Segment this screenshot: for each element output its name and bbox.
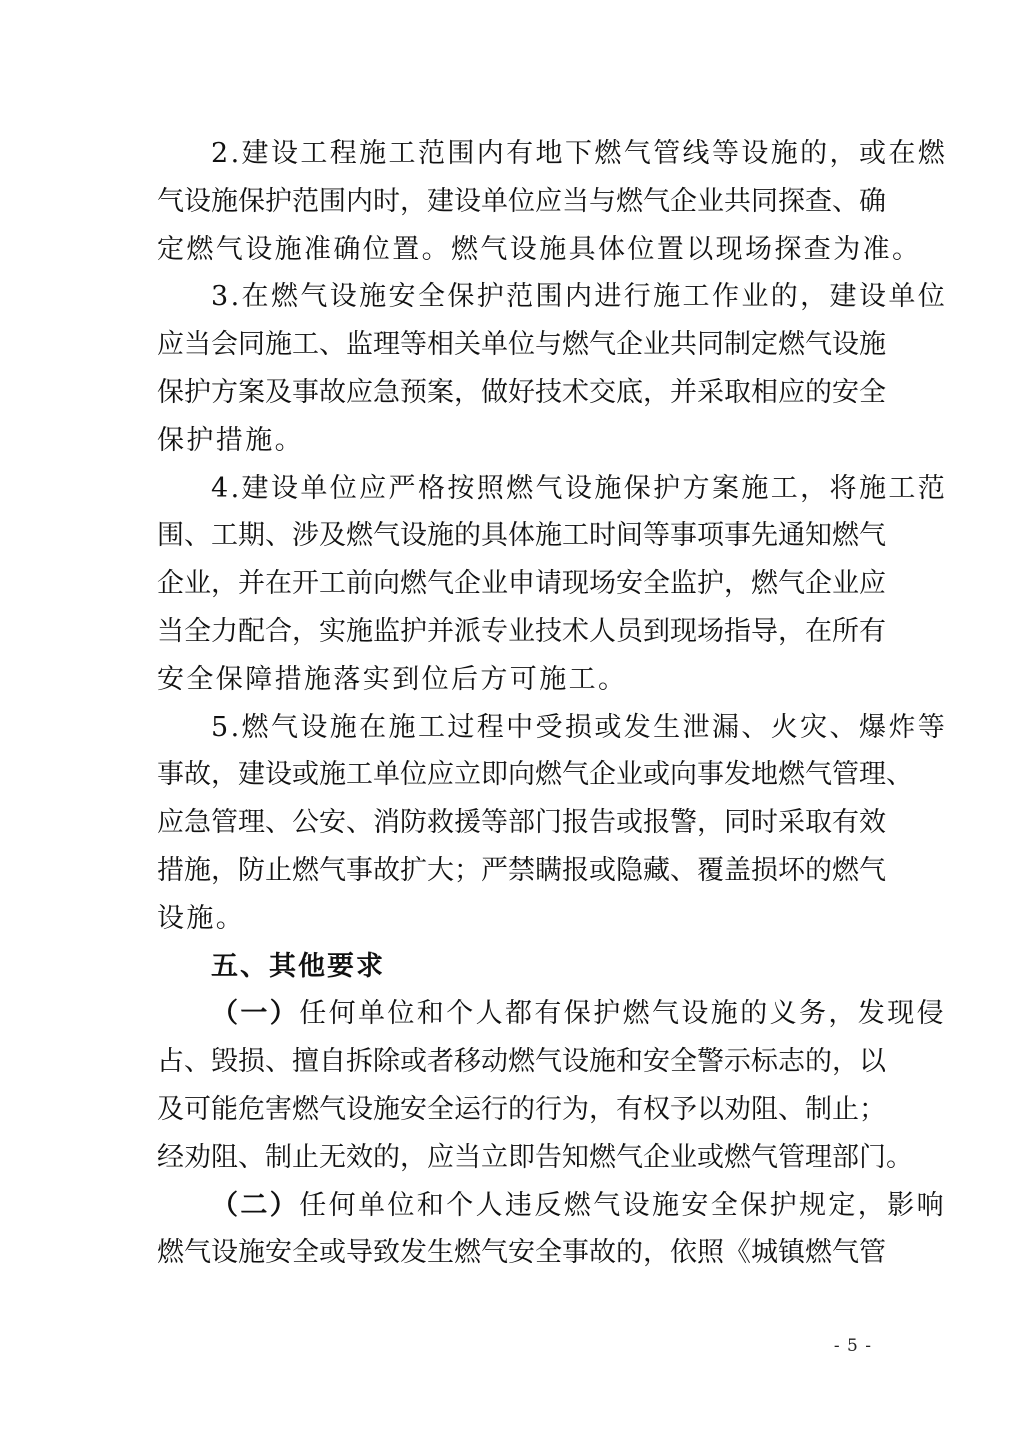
section-heading: 五、其他要求 (211, 950, 385, 982)
paragraph-line: 4.建设单位应严格按照燃气设施保护方案施工，将施工范 (211, 472, 948, 504)
item-number: （二） (211, 1189, 300, 1221)
page-number: - 5 - (833, 1336, 872, 1356)
paragraph-line: 事故，建设或施工单位应立即向燃气企业或向事发地燃气管理、 (157, 759, 913, 791)
paragraph-line: 保护措施。 (157, 424, 304, 456)
item-text: 任何单位和个人违反燃气设施安全保护规定，影响 (299, 1189, 947, 1221)
paragraph-line: 企业，并在开工前向燃气企业申请现场安全监护，燃气企业应 (157, 568, 886, 600)
paragraph-line: 安全保障措施落实到位后方可施工。 (157, 663, 628, 695)
item-number: （一） (211, 998, 300, 1030)
item-text: 任何单位和个人都有保护燃气设施的义务，发现侵 (299, 998, 947, 1030)
paragraph-line (157, 1182, 947, 1230)
paragraph-line: 措施，防止燃气事故扩大；严禁瞒报或隐藏、覆盖损坏的燃气 (157, 854, 886, 886)
paragraph-line: 保护方案及事故应急预案，做好技术交底，并采取相应的安全 (157, 376, 886, 408)
document-body (157, 130, 948, 1277)
paragraph-line: 燃气设施安全或导致发生燃气安全事故的，依照《城镇燃气管 (157, 1237, 886, 1269)
paragraph-line (157, 990, 947, 1038)
paragraph-line: 围、工期、涉及燃气设施的具体施工时间等事项事先通知燃气 (157, 520, 886, 552)
paragraph-line: 及可能危害燃气设施安全运行的行为，有权予以劝阻、制止； (157, 1093, 886, 1125)
paragraph-line: 应急管理、公安、消防救援等部门报告或报警，同时采取有效 (157, 807, 886, 839)
paragraph-line: 3.在燃气设施安全保护范围内进行施工作业的，建设单位 (211, 281, 948, 313)
paragraph-line: 占、毁损、擅自拆除或者移动燃气设施和安全警示标志的，以 (157, 1046, 886, 1078)
paragraph-line: 2.建设工程施工范围内有地下燃气管线等设施的，或在燃 (211, 138, 948, 169)
paragraph-line: 应当会同施工、监理等相关单位与燃气企业共同制定燃气设施 (157, 329, 886, 361)
paragraph-line: 当全力配合，实施监护并派专业技术人员到现场指导，在所有 (157, 615, 886, 647)
paragraph-line: 定燃气设施准确位置。燃气设施具体位置以现场探查为准。 (157, 233, 922, 265)
paragraph-line: 设施。 (157, 902, 246, 934)
paragraph-line: 经劝阻、制止无效的，应当立即告知燃气企业或燃气管理部门。 (157, 1141, 913, 1173)
paragraph-line: 气设施保护范围内时，建设单位应当与燃气企业共同探查、确 (157, 185, 886, 217)
paragraph-line: 5.燃气设施在施工过程中受损或发生泄漏、火灾、爆炸等 (211, 711, 948, 743)
